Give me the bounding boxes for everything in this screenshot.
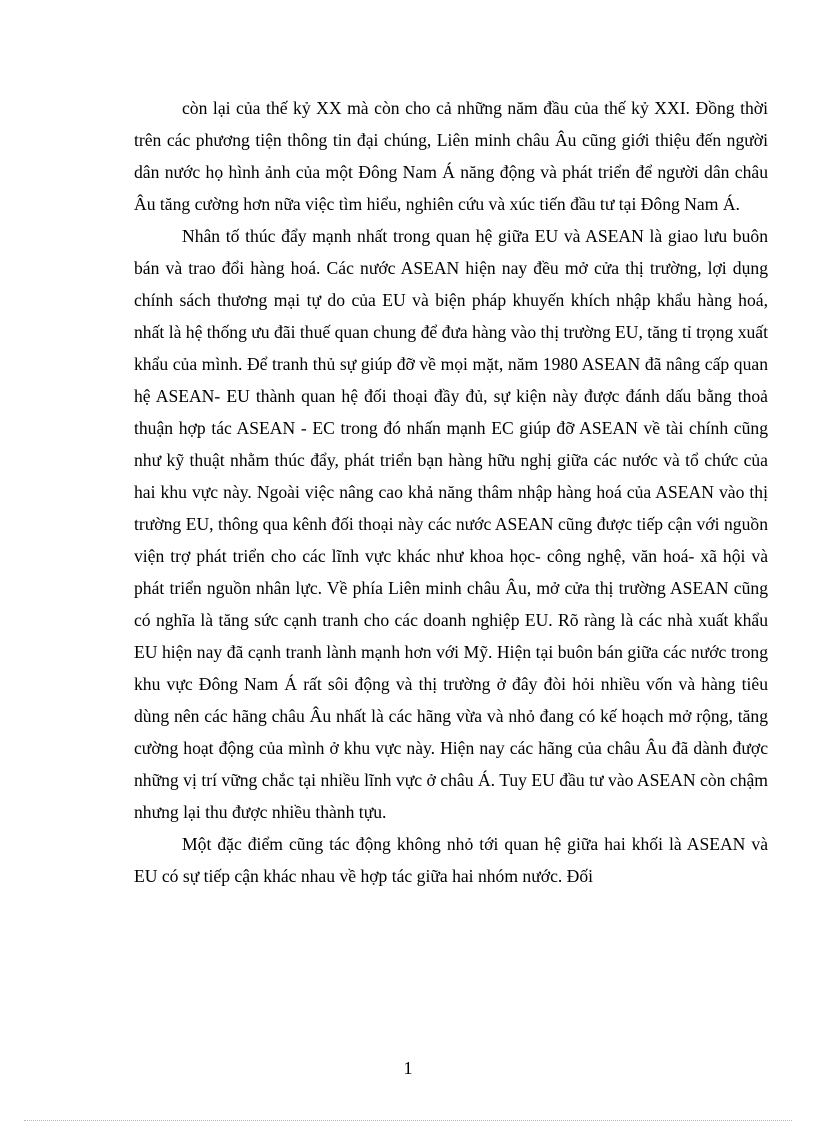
paragraph-2: Nhân tố thúc đẩy mạnh nhất trong quan hệ giữa EU và ASEAN là giao lưu buôn bán và trao đổi hàng hoá. Các nước ASEAN hiện nay đều mở cửa thị trường, lợi dụng chính sách thương mại tự do của EU và biện pháp khuyến khích nhập khẩu hàng hoá, nhất là hệ thống ưu đãi thuế quan chung để đưa hàng vào thị trường EU, tăng tỉ trọng xuất khẩu của mình. Để tranh thủ sự giúp đỡ về mọi mặt, năm 1980 ASEAN đã nâng cấp quan hệ ASEAN- EU thành quan hệ đối thoại đầy đủ, sự kiện này được đánh dấu bằng thoả thuận hợp tác ASEAN - EC trong đó nhấn mạnh EC giúp đỡ ASEAN về tài chính cũng như kỹ thuật nhằm thúc đẩy, phát triển bạn hàng hữu nghị giữa các nước và tổ chức của hai khu vực này. Ngoài việc nâng cao khả năng thâm nhập hàng hoá của ASEAN vào thị trường EU, thông qua kênh đối thoại này các nước ASEAN cũng được tiếp cận với nguồn viện trợ phát triển cho các lĩnh vực khác như khoa học- công nghệ, văn hoá- xã hội và phát triển nguồn nhân lực. Về phía Liên minh châu Âu, mở cửa thị trường ASEAN cũng có nghĩa là tăng sức cạnh tranh cho các doanh nghiệp EU. Rõ ràng là các nhà xuất khẩu EU hiện nay đã cạnh tranh lành mạnh hơn với Mỹ. Hiện tại buôn bán giữa các nước trong khu vực Đông Nam Á rất sôi động và thị trường ở đây đòi hỏi nhiều vốn và hàng tiêu dùng nên các hãng châu Âu nhất là các hãng vừa và nhỏ đang có kế hoạch mở rộng, tăng cường hoạt động của mình ở khu vực này. Hiện nay các hãng của châu Âu đã dành được những vị trí vững chắc tại nhiều lĩnh vực ở châu Á. Tuy EU đầu tư vào ASEAN còn chậm nhưng lại thu được nhiều thành tựu. [134, 226, 769, 822]
page-edge-divider [24, 1120, 792, 1121]
paragraph-1: còn lại của thế kỷ XX mà còn cho cả những năm đầu của thế kỷ XXI. Đồng thời trên các phương tiện thông tin đại chúng, Liên minh châu Âu cũng giới thiệu đến người dân nước họ hình ảnh của một Đông Nam Á năng động và phát triển để người dân châu Âu tăng cường hơn nữa việc tìm hiểu, nghiên cứu và xúc tiến đầu tư tại Đông Nam Á. [134, 98, 768, 214]
paragraph-3: Một đặc điểm cũng tác động không nhỏ tới quan hệ giữa hai khối là ASEAN và EU có sự tiếp cận khác nhau về hợp tác giữa hai nhóm nước. Đối [134, 834, 768, 886]
page-number: 1 [403, 1058, 413, 1078]
document-body [134, 92, 768, 892]
